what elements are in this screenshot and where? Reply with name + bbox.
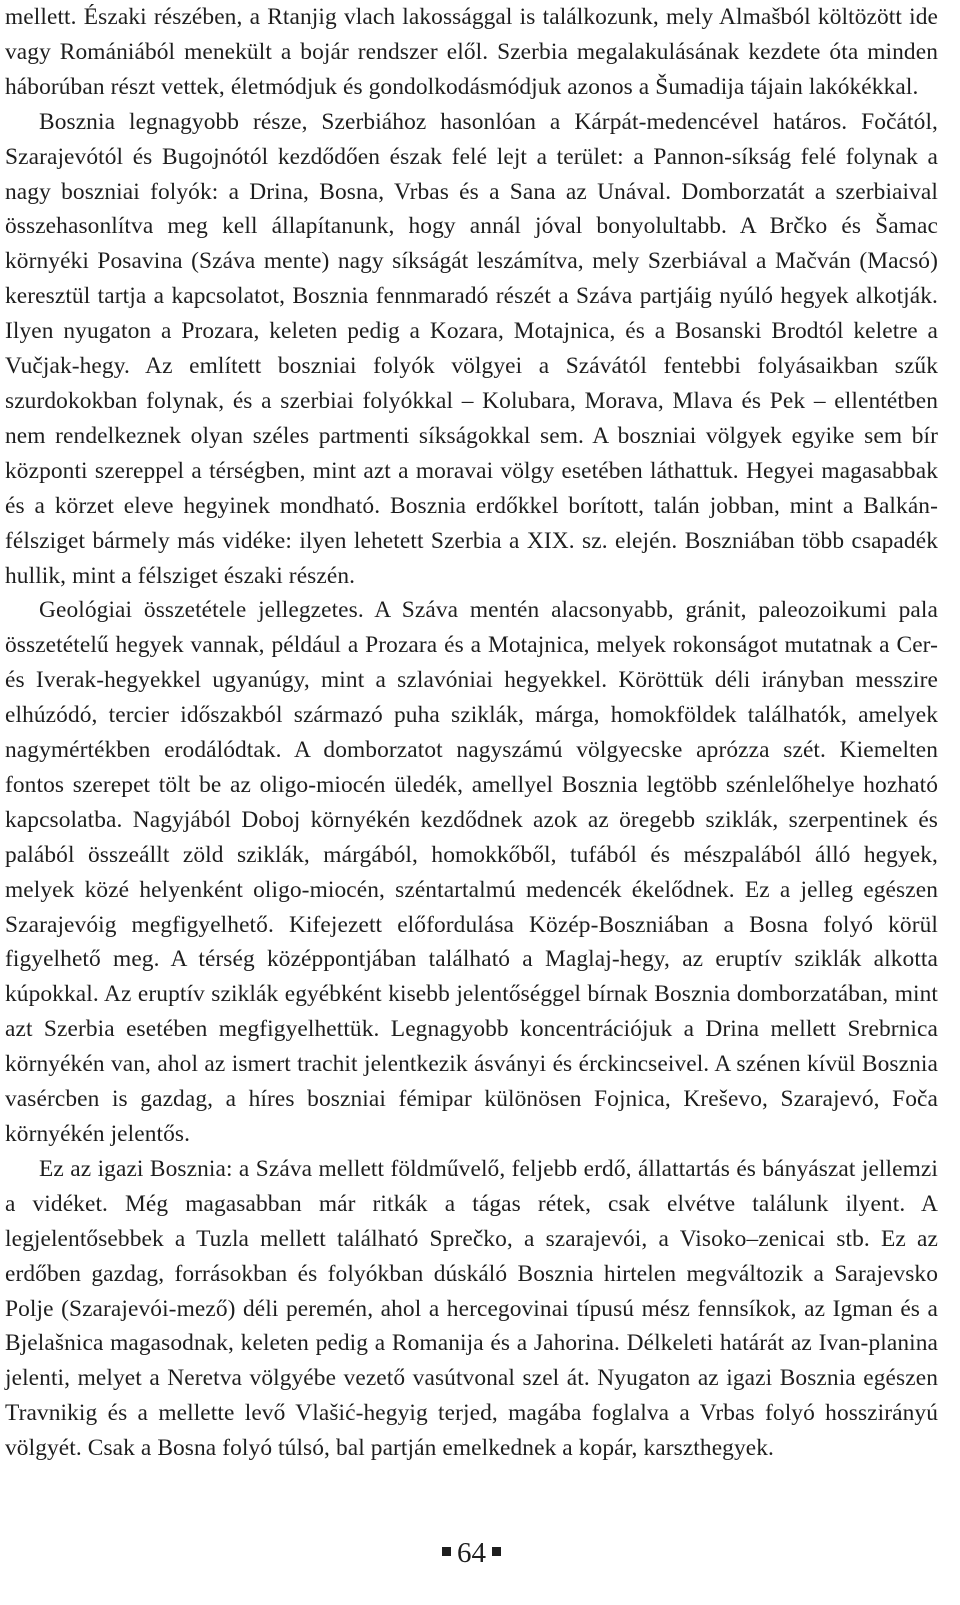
paragraph-continuation: mellett. Északi részében, a Rtanjig vlach lakossággal is találkozunk, mely Almašból költözött ide vagy Romániából menekült a bojár rendszer elől. Szerbia megalakulásának kezdete óta minden háborúban részt vettek, életmódjuk és gondolkodásmódjuk azonos a Šumadija tájain lakókékkal.	[5, 4, 938, 100]
page-number: 64	[457, 1537, 486, 1570]
book-page	[5, 0, 938, 1605]
page-number-footer	[5, 1531, 938, 1573]
body-text	[5, 0, 938, 1466]
paragraph-true-bosnia: Ez az igazi Bosznia: a Száva mellett földművelő, feljebb erdő, állattartás és bányászat jellemzi a vidéket. Még magasabban már ritkák a tágas rétek, csak elvétve találunk ilyent. A legjelentősebbek a Tuzla mellett található Sprečko, a szarajevói, a Visoko–zenicai stb. Ez az erdőben gazdag, forrásokban és folyókban dúskáló Bosznia hirtelen megváltozik a Sarajevsko Polje (Szarajevói-mező) déli peremén, ahol a hercegovinai típusú mész fennsíkok, az Igman és a Bjelašnica magasodnak, keleten pedig a Romanija és a Jahorina. Délkeleti határát az Ivan-planina jelenti, melyet a Neretva völgyébe vezető vasútvonal szel át. Nyugaton az igazi Bosznia egészen Travnikig és a mellette levő Vlašić-hegyig terjed, magába foglalva a Vrbas folyó hosszirányú völgyét. Csak a Bosna folyó túlsó, bal partján emelkednek a kopár, karszthegyek.	[5, 1155, 938, 1462]
square-bullet-icon	[442, 1547, 451, 1556]
square-bullet-icon	[492, 1547, 501, 1556]
paragraph-geology: Geológiai összetétele jellegzetes. A Száva mentén alacsonyabb, gránit, paleozoikumi pala összetételű hegyek vannak, például a Prozara és a Motajnica, melyek rokonságot mutatnak a Cer- és Iverak-hegyekkel ugyanúgy, mint a szlavóniai hegyekkel. Köröttük déli irányban messzire elhúzódó, tercier időszakból származó puha sziklák, márga, homokföldek találhatók, amelyek nagymértékben erodálódtak. A domborzatot nagyszámú völgyecske aprózza szét. Kiemelten fontos szerepet tölt be az oligo-miocén üledék, amellyel Bosznia legtöbb szénlelőhelye hozható kapcsolatba. Nagyjából Doboj környékén kezdődnek azok az öregebb sziklák, szerpentinek és palából összeállt zöld sziklák, márgából, homokkőből, tufából és mészpalából álló hegyek, melyek közé helyenként oligo-miocén, széntartalmú medencék ékelődnek. Ez a jelleg egészen Szarajevóig megfigyelhető. Kifejezett előfordulása Közép-Boszniában a Bosna folyó körül figyelhető meg. A térség középpontjában található a Maglaj-hegy, az eruptív sziklák alkotta kúpokkal. Az eruptív sziklák egyébként kisebb jelentőséggel bírnak Bosznia domborzatában, mint azt Szerbia esetében megfigyelhettük. Legnagyobb koncentrációjuk a Drina mellett Srebrnica környékén van, ahol az ismert trachit jelentkezik ásványi és érckincseivel. A szénen kívül Bosznia vasércben is gazdag, a híres boszniai fémipar különösen Fojnica, Kreševo, Szarajevó, Foča környékén jelentős.	[5, 597, 938, 1147]
paragraph-bosnia-relief: Bosznia legnagyobb része, Szerbiához hasonlóan a Kárpát-medencével határos. Fočától, Szarajevótól és Bugojnótól kezdődően észak felé lejt a terület: a Pannon-síkság felé folynak a nagy boszniai folyók: a Drina, Bosna, Vrbas és a Sana az Unával. Domborzatát a szerbiaival összehasonlítva meg kell állapítanunk, hogy annál jóval bonyolultabb. A Brčko és Šamac környéki Posavina (Száva mente) nagy síkságát leszámítva, mely Szerbiával a Mačván (Macsó) keresztül tartja a kapcsolatot, Bosznia fennmaradó részét a Száva partjáig nyúló hegyek alkotják. Ilyen nyugaton a Prozara, keleten pedig a Kozara, Motajnica, és a Bosanski Brodtól keletre a Vučjak-hegy. Az említett boszniai folyók völgyei a Szávától fentebbi folyásaikban szűk szurdokokban folynak, és a szerbiai folyókkal – Kolubara, Morava, Mlava és Pek – ellentétben nem rendelkeznek olyan széles partmenti síkságokkal sem. A boszniai völgyek egyike sem bír központi szereppel a térségben, mint azt a moravai völgy esetében láthattuk. Hegyei magasabbak és a körzet eleve hegyinek mondható. Bosznia erdőkkel borított, talán jobban, mint a Balkán-félsziget bármely más vidéke: ilyen lehetett Szerbia a XIX. sz. elején. Boszniában több csapadék hullik, mint a félsziget északi részén.	[5, 108, 938, 589]
